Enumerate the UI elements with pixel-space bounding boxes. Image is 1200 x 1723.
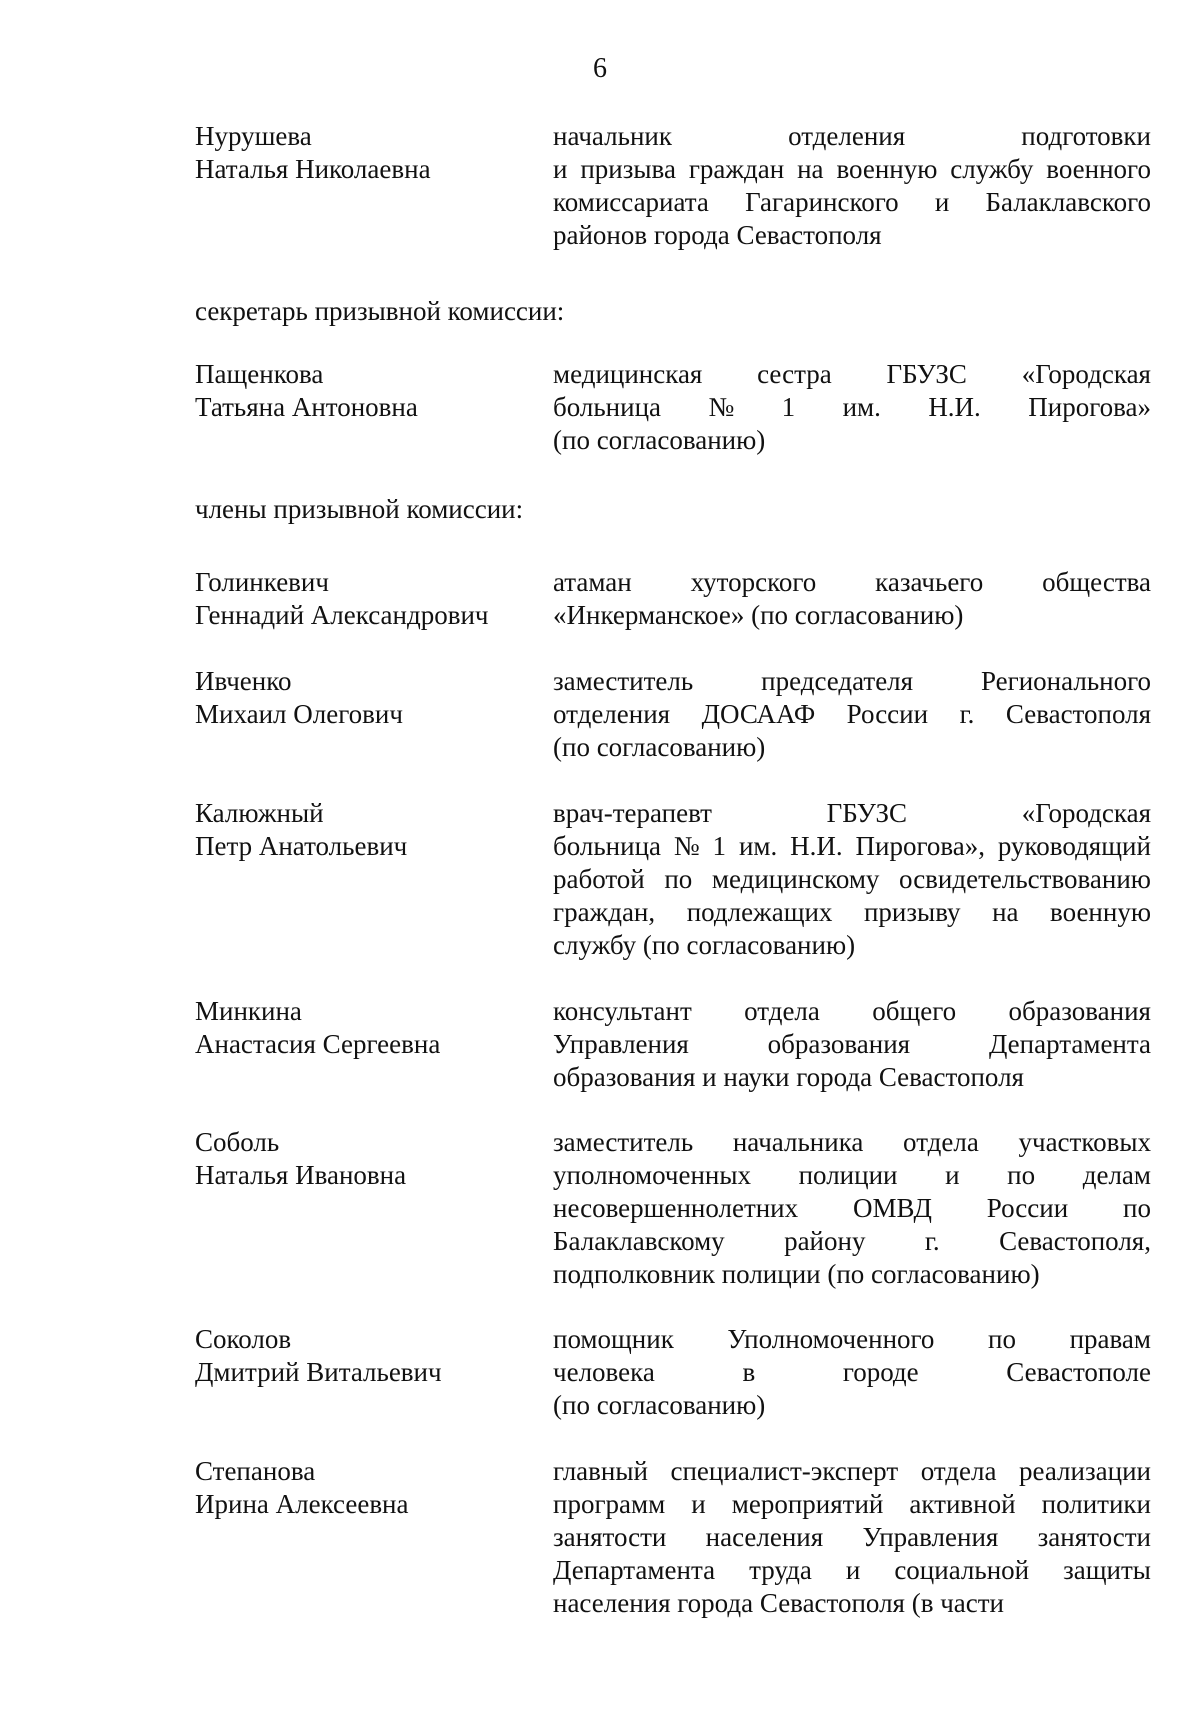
position-line: подполковник полиции (по согласованию)	[553, 1259, 1040, 1289]
position-line: больница № 1 им. Н.И. Пирогова»	[553, 392, 1151, 422]
given-names: Анастасия Сергеевна	[195, 1029, 441, 1059]
given-names: Михаил Олегович	[195, 699, 403, 729]
position-line: (по согласованию)	[553, 425, 766, 455]
position-line: «Инкерманское» (по согласованию)	[553, 600, 964, 630]
position-line: уполномоченных полиции и по делам	[553, 1160, 1151, 1190]
position-line: атаман хуторского казачьего общества	[553, 567, 1151, 597]
position-description	[553, 1455, 1151, 1620]
position-description	[553, 566, 1151, 632]
position-description	[553, 665, 1151, 764]
given-names: Петр Анатольевич	[195, 831, 408, 861]
position-line: (по согласованию)	[553, 732, 766, 762]
given-names: Наталья Ивановна	[195, 1160, 407, 1190]
position-description	[553, 358, 1151, 457]
person-name	[195, 797, 525, 863]
position-description	[553, 120, 1151, 252]
surname: Ивченко	[195, 666, 292, 696]
position-line: образования и науки города Севастополя	[553, 1062, 1024, 1092]
position-line: работой по медицинскому освидетельствованию	[553, 864, 1151, 894]
given-names: Геннадий Александрович	[195, 600, 489, 630]
position-line: заместитель председателя Регионального	[553, 666, 1151, 696]
person-name	[195, 1126, 525, 1192]
surname: Калюжный	[195, 798, 324, 828]
position-description	[553, 1323, 1151, 1422]
surname: Соболь	[195, 1127, 280, 1157]
position-line: заместитель начальника отдела участковых	[553, 1127, 1151, 1157]
position-line: комиссариата Гагаринского и Балаклавского	[553, 187, 1151, 217]
position-line: службу (по согласованию)	[553, 930, 856, 960]
position-line: занятости населения Управления занятости	[553, 1522, 1151, 1552]
given-names: Ирина Алексеевна	[195, 1489, 409, 1519]
surname: Пащенкова	[195, 359, 324, 389]
position-line: Балаклавскому району г. Севастополя,	[553, 1226, 1151, 1256]
surname: Минкина	[195, 996, 302, 1026]
position-line: помощник Уполномоченного по правам	[553, 1324, 1151, 1354]
position-line: начальник отделения подготовки	[553, 121, 1151, 151]
members-heading: члены призывной комиссии:	[195, 494, 524, 524]
given-names: Татьяна Антоновна	[195, 392, 418, 422]
position-line: отделения ДОСААФ России г. Севастополя	[553, 699, 1151, 729]
secretary-heading: секретарь призывной комиссии:	[195, 296, 565, 326]
given-names: Дмитрий Витальевич	[195, 1357, 442, 1387]
person-name	[195, 995, 525, 1061]
position-line: врач-терапевт ГБУЗС «Городская	[553, 798, 1151, 828]
position-line: и призыва граждан на военную службу военного	[553, 154, 1151, 184]
position-line: населения города Севастополя (в части	[553, 1588, 1004, 1618]
position-line: районов города Севастополя	[553, 220, 882, 250]
position-line: главный специалист-эксперт отдела реализации	[553, 1456, 1151, 1486]
surname: Соколов	[195, 1324, 292, 1354]
position-line: человека в городе Севастополе	[553, 1357, 1151, 1387]
position-line: Управления образования Департамента	[553, 1029, 1151, 1059]
person-name	[195, 358, 525, 424]
position-line: Департамента труда и социальной защиты	[553, 1555, 1151, 1585]
position-description	[553, 1126, 1151, 1291]
position-line: (по согласованию)	[553, 1390, 766, 1420]
person-name	[195, 1455, 525, 1521]
person-name	[195, 120, 525, 186]
position-line: программ и мероприятий активной политики	[553, 1489, 1151, 1519]
position-line: консультант отдела общего образования	[553, 996, 1151, 1026]
page-number: 6	[593, 53, 607, 84]
given-names: Наталья Николаевна	[195, 154, 431, 184]
person-name	[195, 665, 525, 731]
surname: Голинкевич	[195, 567, 329, 597]
person-name	[195, 1323, 525, 1389]
surname: Нурушева	[195, 121, 312, 151]
position-line: медицинская сестра ГБУЗС «Городская	[553, 359, 1151, 389]
position-line: больница № 1 им. Н.И. Пирогова», руководящий	[553, 831, 1151, 861]
position-line: несовершеннолетних ОМВД России по	[553, 1193, 1151, 1223]
position-description	[553, 995, 1151, 1094]
position-description	[553, 797, 1151, 962]
position-line: граждан, подлежащих призыву на военную	[553, 897, 1151, 927]
person-name	[195, 566, 525, 632]
surname: Степанова	[195, 1456, 316, 1486]
